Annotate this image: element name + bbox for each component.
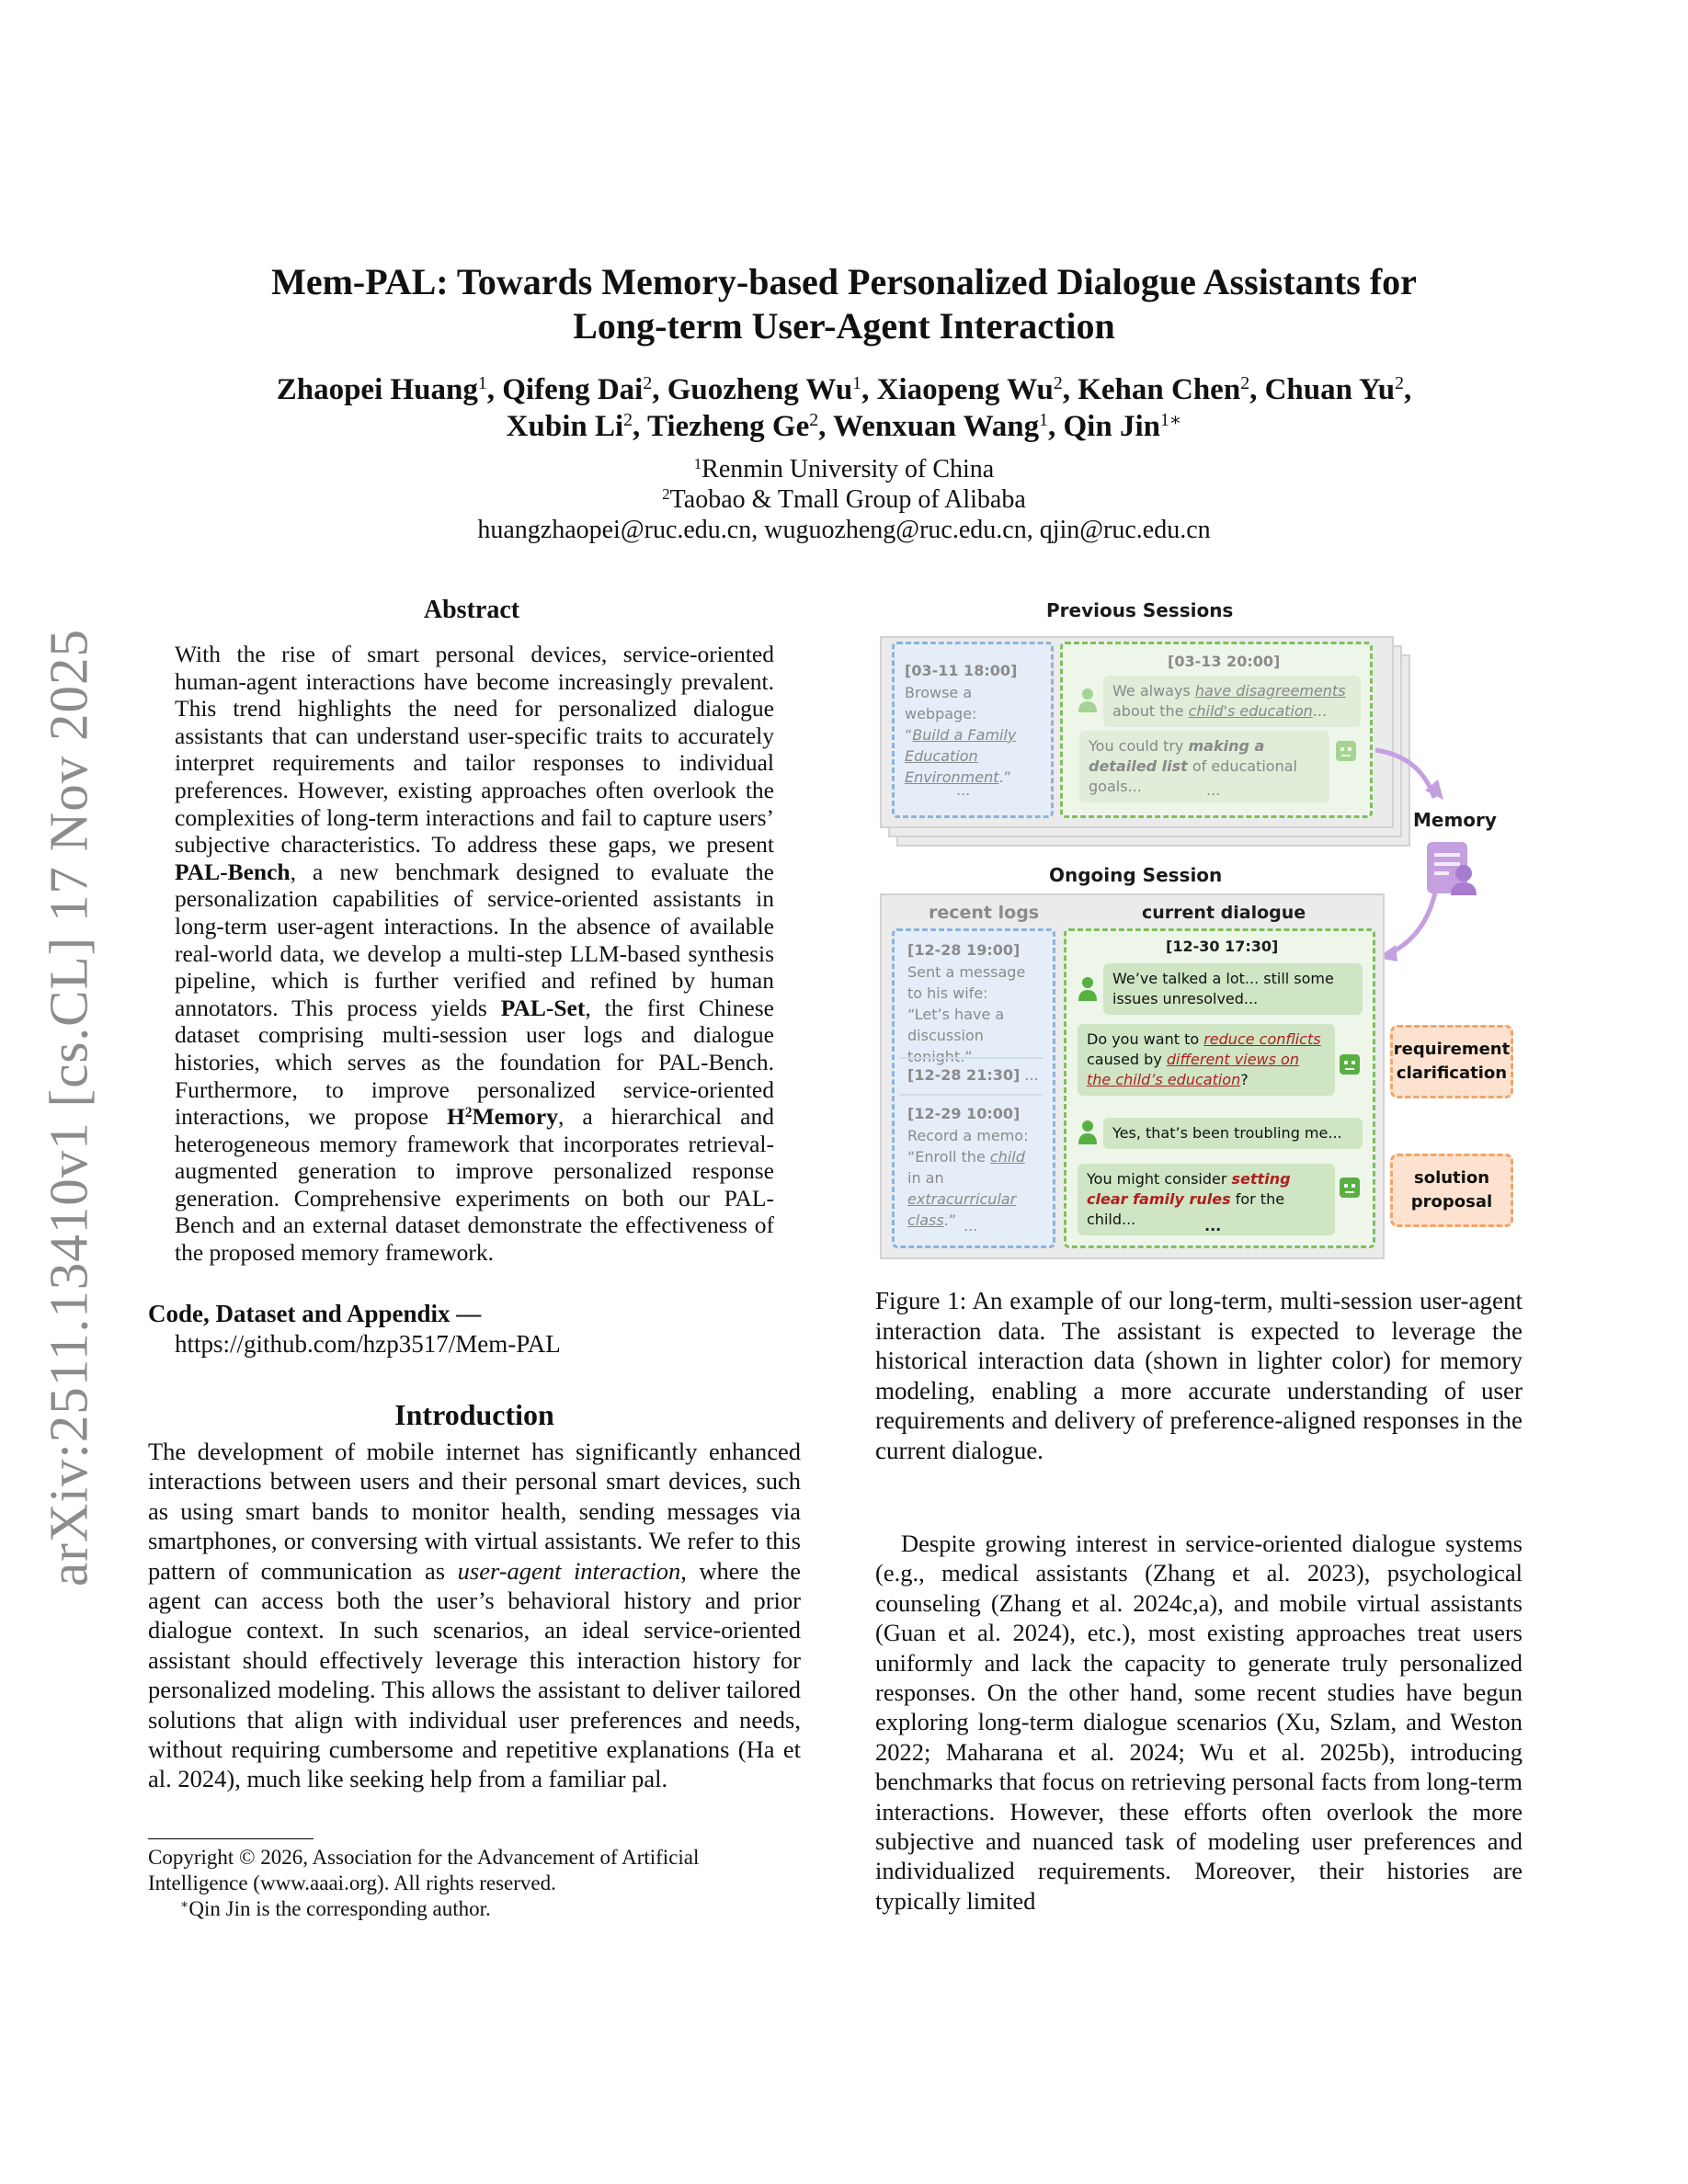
author-affiliation-mark: 2 xyxy=(1240,373,1250,394)
log-divider xyxy=(899,1094,1043,1096)
author-name: Chuan Yu xyxy=(1264,373,1396,406)
authors-line-2: Xubin Li$^2$, Tiezheng Ge$^2$, Wenxuan Wang$^1$, Qin Jin$^{1∗}$ xyxy=(506,410,1182,443)
footnote-rule xyxy=(148,1838,314,1839)
solution-proposal-tag: solution proposal xyxy=(1390,1154,1513,1227)
previous-assistant-bubble: You could try making a detailed list of educational goals... xyxy=(1079,731,1329,802)
previous-log-ellipsis: ... xyxy=(956,781,971,799)
code-url-link[interactable]: https://github.com/hzp3517/Mem-PAL xyxy=(175,1330,561,1358)
paper-title xyxy=(147,260,1541,348)
current-user-bubble-2: Yes, that’s been troubling me... xyxy=(1103,1118,1363,1149)
user-icon xyxy=(1078,688,1098,713)
code-heading: Code, Dataset and Appendix — xyxy=(148,1300,482,1327)
assistant-robot-icon xyxy=(1335,738,1357,764)
figure-caption: Figure 1: An example of our long-term, multi-session user-agent interaction data. The assistant is expected to leverage the historical interaction data (shown in lighter color) for memory modeling, enabling a more accurate understanding of user requirements and delivery of preference-aligned responses in the current dialogue. xyxy=(875,1287,1523,1464)
author-name: Qin Jin xyxy=(1063,410,1160,443)
author-affiliation-mark: 1 xyxy=(1039,410,1049,431)
user-icon xyxy=(1078,1120,1098,1145)
assistant-robot-icon xyxy=(1339,1052,1361,1077)
current-dialogue-ellipsis: ... xyxy=(1204,1217,1222,1234)
author-affiliation-mark: 1∗ xyxy=(1159,410,1182,431)
recent-logs-label: recent logs xyxy=(929,903,1040,923)
title-line-1: Mem-PAL: Towards Memory-based Personalized Dialogue Assistants for xyxy=(271,261,1417,302)
previous-dialogue-ellipsis: ... xyxy=(1206,781,1221,799)
log-2: [12-28 21:30] ... xyxy=(907,1066,1039,1084)
introduction-heading: Introduction xyxy=(394,1398,554,1431)
author-name: Wenxuan Wang xyxy=(833,410,1040,443)
author-affiliation-mark: 2 xyxy=(1053,373,1063,394)
current-dialogue-label: current dialogue xyxy=(1142,903,1306,923)
previous-dialogue-time: [03-13 20:00] xyxy=(1168,653,1281,670)
copyright-notice: Copyright © 2026, Association for the Advancement of Artificial Intelligence (www.aaai.org). All rights reserved. xyxy=(148,1846,700,1894)
previous-user-bubble: We always have disagreements about the child's education... xyxy=(1103,676,1361,727)
abstract-heading: Abstract xyxy=(423,596,520,624)
arxiv-identifier: arXiv:2511.13410v1 [cs.CL] 17 Nov 2025 xyxy=(38,629,99,1587)
requirement-clarification-tag: requirement clarification xyxy=(1390,1025,1513,1098)
title-line-2: Long-term User-Agent Interaction xyxy=(573,305,1115,347)
corresponding-author-note: ∗Qin Jin is the corresponding author. xyxy=(180,1897,491,1920)
author-name: Zhaopei Huang xyxy=(276,373,478,406)
author-name: Xubin Li xyxy=(506,410,624,443)
log-3-time: [12-29 10:00] xyxy=(907,1105,1021,1122)
right-column-body: Despite growing interest in service-oriented dialogue systems (e.g., medical assistants (Zhang et al. 2023), psychological counseling (Zhang et al. 2024c,a), and mobile virtual assistants (Guan et al. 2024), etc.), most existing approaches treat users uniformly and lack the capacity to generate truly personalized responses. On the other hand, some recent studies have begun exploring long-term dialogue scenarios (Xu, Szlam, and Weston 2022; Maharana et al. 2024; Wu et al. 2025b), introducing benchmarks that focus on retrieving personal facts from long-term interactions. However, these efforts often overlook the more subjective and nuanced task of modeling user preferences and individualized requirements. Moreover, their histories are typically limited xyxy=(875,1530,1523,1915)
author-name: Kehan Chen xyxy=(1078,373,1241,406)
affiliation-2: $^2$Taobao & Tmall Group of Alibaba xyxy=(662,484,1026,514)
previous-sessions-title: Previous Sessions xyxy=(1046,599,1234,621)
affiliation-1: $^1$Renmin University of China xyxy=(693,454,995,483)
author-affiliation-mark: 1 xyxy=(477,373,487,394)
author-affiliation-mark: 1 xyxy=(852,373,862,394)
log-divider xyxy=(899,1057,1043,1059)
author-emails: huangzhaopei@ruc.edu.cn, wuguozheng@ruc.edu.cn, qjin@ruc.edu.cn xyxy=(477,516,1211,544)
assistant-robot-icon xyxy=(1339,1175,1361,1200)
previous-log-time: [03-11 18:00] xyxy=(905,662,1018,679)
author-affiliation-mark: 2 xyxy=(623,410,633,431)
arxiv-sidebar xyxy=(28,588,110,1627)
log-1-text: Sent a message to his wife: “Let’s have a discussion xyxy=(907,963,1026,1044)
author-affiliation-mark: 2 xyxy=(643,373,653,394)
abstract-body: With the rise of smart personal devices, service-oriented human-agent interactions have become increasingly prevalent. This trend highlights the need for personalized dialogue assistants that can understand user-specific traits to accurately interpret requirements and tailor responses to individual preferences. However, existing approaches often overlook the complexities of long-term interactions and fail to capture users’ subjective characteristics. To address these gaps, we present PAL-Bench, a new benchmark designed to evaluate the personalization capabilities of service-oriented assistants in long-term user-agent interactions. In the absence of available real-world data, we develop a multi-step LLM-based synthesis pipeline, which is further verified and refined by human annotators. This process yields PAL-Set, the first Chinese dataset comprising multi-session user logs and dialogue histories, which serves as the foundation for PAL-Bench. Furthermore, to improve personalized service-oriented interactions, we propose $H^2Memory$, a hierarchical and heterogeneous memory framework that incorporates retrieval-augmented generation to improve personalized response generation. Comprehensive experiments on both our PAL-Bench and an external dataset demonstrate the effectiveness of the proposed memory framework. xyxy=(175,641,774,1267)
memory-label: Memory xyxy=(1413,809,1497,831)
author-name: Xiaopeng Wu xyxy=(876,373,1054,406)
recent-logs-ellipsis: ... xyxy=(964,1217,978,1234)
previous-log-text: Browse a webpage: “Build a Family Education Environment.” xyxy=(905,684,1017,786)
affiliations xyxy=(147,454,1541,545)
current-dialogue-time: [12-30 17:30] xyxy=(1166,938,1279,955)
current-user-bubble-1: We’ve talked a lot... still some issues unresolved... xyxy=(1103,963,1363,1015)
current-assistant-bubble-1: Do you want to reduce conflicts caused by different views on the child’s education? xyxy=(1078,1024,1335,1096)
author-list xyxy=(147,371,1541,445)
author-name: Qifeng Dai xyxy=(502,373,644,406)
user-icon xyxy=(1078,976,1098,1002)
ongoing-session-title: Ongoing Session xyxy=(1049,864,1223,886)
current-assistant-bubble-2: You might consider setting clear family rules for the child... xyxy=(1078,1164,1335,1235)
log-1-time: [12-28 19:00] xyxy=(907,941,1021,959)
introduction-body: The development of mobile internet has significantly enhanced interactions between users and their personal smart devices, such as using smart bands to monitor health, sending messages via smartphones, or conversing with virtual assistants. We refer to this pattern of communication as user-agent interaction, where the agent can access both the user’s behavioral history and prior dialogue context. In such scenarios, an ideal service-oriented assistant should effectively leverage this interaction history for personalized modeling. This allows the assistant to deliver tailored solutions that align with individual user preferences and needs, without requiring cumbersome and repetitive explanations (Ha et al. 2024), much like seeking help from a familiar pal. xyxy=(148,1438,801,1793)
memory-icon xyxy=(1423,838,1480,899)
author-name: Tiezheng Ge xyxy=(646,410,810,443)
author-affiliation-mark: 2 xyxy=(809,410,819,431)
author-name: Guozheng Wu xyxy=(667,373,853,406)
authors-line-1: Zhaopei Huang$^1$, Qifeng Dai$^2$, Guozheng Wu$^1$, Xiaopeng Wu$^2$, Kehan Chen$^2$, Chuan Yu$^2$, xyxy=(276,373,1412,406)
author-affiliation-mark: 2 xyxy=(1395,373,1405,394)
footnotes xyxy=(148,1845,801,1922)
log-3-text: Record a memo: “Enroll the child in an extracurricular class.” xyxy=(907,1127,1029,1229)
